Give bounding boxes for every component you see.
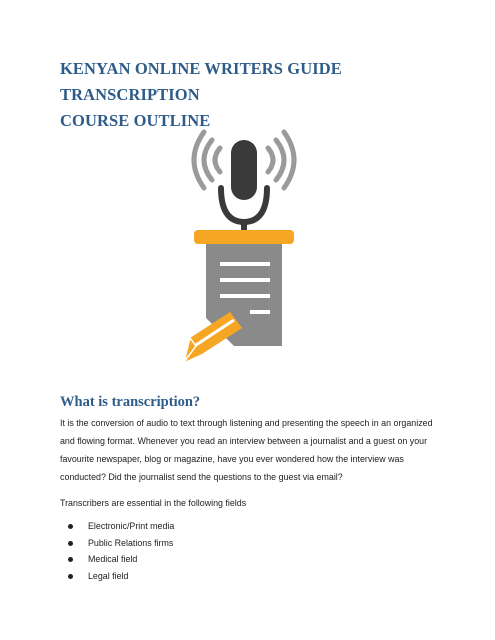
right-sound-waves-icon <box>268 132 294 188</box>
list-item <box>60 518 174 535</box>
list-item-label: Electronic/Print media <box>88 521 175 531</box>
intro-paragraph: It is the conversion of audio to text through listening and presenting the speech in an organized and flowing format. Whenever you read an interview between a journalist and a guest on your favourite newspaper, blog or magazine, have you ever wondered how the interview was conducted? Did the journalist send the questions to the guest via email? <box>60 418 433 482</box>
list-item <box>60 568 174 585</box>
bullet-icon <box>68 524 73 529</box>
bullet-icon <box>68 574 73 579</box>
document-title <box>60 56 460 134</box>
list-item-label: Legal field <box>88 570 129 581</box>
title-line-1: KENYAN ONLINE WRITERS GUIDE TRANSCRIPTION <box>60 59 342 104</box>
left-sound-waves-icon <box>194 132 220 188</box>
title-line-2: COURSE OUTLINE <box>60 111 211 130</box>
podcast-microphone-transcript-icon <box>176 126 312 372</box>
bullet-icon <box>68 557 73 562</box>
list-item <box>60 535 174 552</box>
bullet-icon <box>68 541 73 546</box>
fields-intro: Transcribers are essential in the following fields <box>60 498 247 508</box>
podium-bar-icon <box>194 230 294 244</box>
list-item-label: Public Relations firms <box>88 537 174 548</box>
microphone-head-icon <box>231 140 257 200</box>
list-item-label: Medical field <box>88 554 138 565</box>
section-heading: What is transcription? <box>60 394 201 410</box>
list-item <box>60 551 174 568</box>
fields-list <box>60 518 174 584</box>
